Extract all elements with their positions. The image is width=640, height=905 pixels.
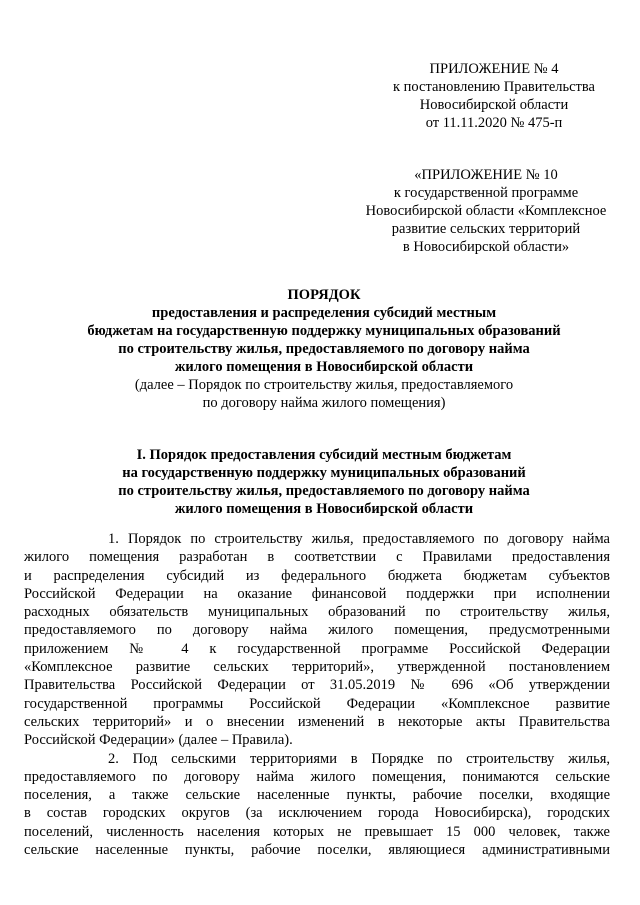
title-line: по строительству жилья, предоставляемого по договору найма	[118, 341, 530, 357]
appendix-10-line: в Новосибирской области»	[402, 239, 570, 255]
title-line: предоставления и распределения субсидий местным	[151, 305, 497, 321]
appendix-4-line: к постановлению Правительства	[393, 79, 595, 95]
body-line: Правительства Российской Федерации от 31.05.2019 № 696 «Об утверждении	[24, 677, 610, 694]
document-title	[40, 286, 608, 412]
title-line: жилого помещения в Новосибирской области	[174, 359, 474, 375]
appendix-10-title: «ПРИЛОЖЕНИЕ № 10	[414, 167, 558, 183]
body-line: предоставляемого по договору найма жилого помещения, предусмотренными	[24, 622, 610, 639]
body-line: в состав городских округов (за исключением города Новосибирска), городских	[24, 805, 610, 822]
body-line: предоставляемого по договору найма жилого помещения, понимаются сельские	[24, 768, 610, 785]
title-heading: ПОРЯДОК	[287, 287, 361, 303]
title-note-line: по договору найма жилого помещения)	[202, 395, 446, 411]
body-line: сельских территорий» и о внесении изменений в некоторые акты Правительства	[24, 713, 610, 730]
body-line: государственной программы Российской Федерации «Комплексное развитие	[24, 695, 610, 712]
body-line: Российской Федерации на оказание финансовой поддержки при исполнении	[24, 585, 610, 602]
body-line: поселений, численность населения которых не превышает 15 000 человек, также	[24, 823, 610, 840]
appendix-4-header	[360, 60, 628, 132]
section-heading-line: жилого помещения в Новосибирской области	[174, 501, 474, 517]
body-line: приложением № 4 к государственной программе Российской Федерации	[24, 640, 610, 657]
section-1-heading	[40, 446, 608, 518]
body-line: «Комплексное развитие сельских территорий», утвержденной постановлением	[24, 659, 610, 676]
section-heading-line: I. Порядок предоставления субсидий местным бюджетам	[136, 447, 512, 463]
paragraph-2-first-line: 2. Под сельскими территориями в Порядке по строительству жилья,	[108, 750, 610, 767]
body-line: и распределения субсидий из федерального бюджета бюджетам субъектов	[24, 567, 610, 584]
appendix-4-line: Новосибирской области	[419, 97, 569, 113]
appendix-10-line: развитие сельских территорий	[391, 221, 581, 237]
title-note-line: (далее – Порядок по строительству жилья, предоставляемого	[134, 377, 514, 393]
section-heading-line: на государственную поддержку муниципальных образований	[122, 465, 526, 481]
body-line: поселения, а также сельские населенные пункты, рабочие поселки, входящие	[24, 787, 610, 804]
body-line: сельские населенные пункты, рабочие поселки, являющиеся административными	[24, 842, 610, 859]
body-line: расходных обязательств муниципальных образований по строительству жилья,	[24, 604, 610, 621]
appendix-10-header	[340, 166, 632, 256]
body-text	[24, 530, 610, 859]
title-line: бюджетам на государственную поддержку муниципальных образований	[87, 323, 561, 339]
appendix-10-line: Новосибирской области «Комплексное	[365, 203, 607, 219]
body-line: Российской Федерации» (далее – Правила).	[24, 732, 293, 749]
section-heading-line: по строительству жилья, предоставляемого по договору найма	[118, 483, 530, 499]
appendix-4-title: ПРИЛОЖЕНИЕ № 4	[429, 61, 559, 77]
appendix-10-line: к государственной программе	[393, 185, 579, 201]
paragraph-1-first-line: 1. Порядок по строительству жилья, предоставляемого по договору найма	[108, 531, 610, 547]
body-line: жилого помещения разработан в соответствии с Правилами предоставления	[24, 549, 610, 566]
appendix-4-date: от 11.11.2020 № 475-п	[425, 115, 563, 131]
